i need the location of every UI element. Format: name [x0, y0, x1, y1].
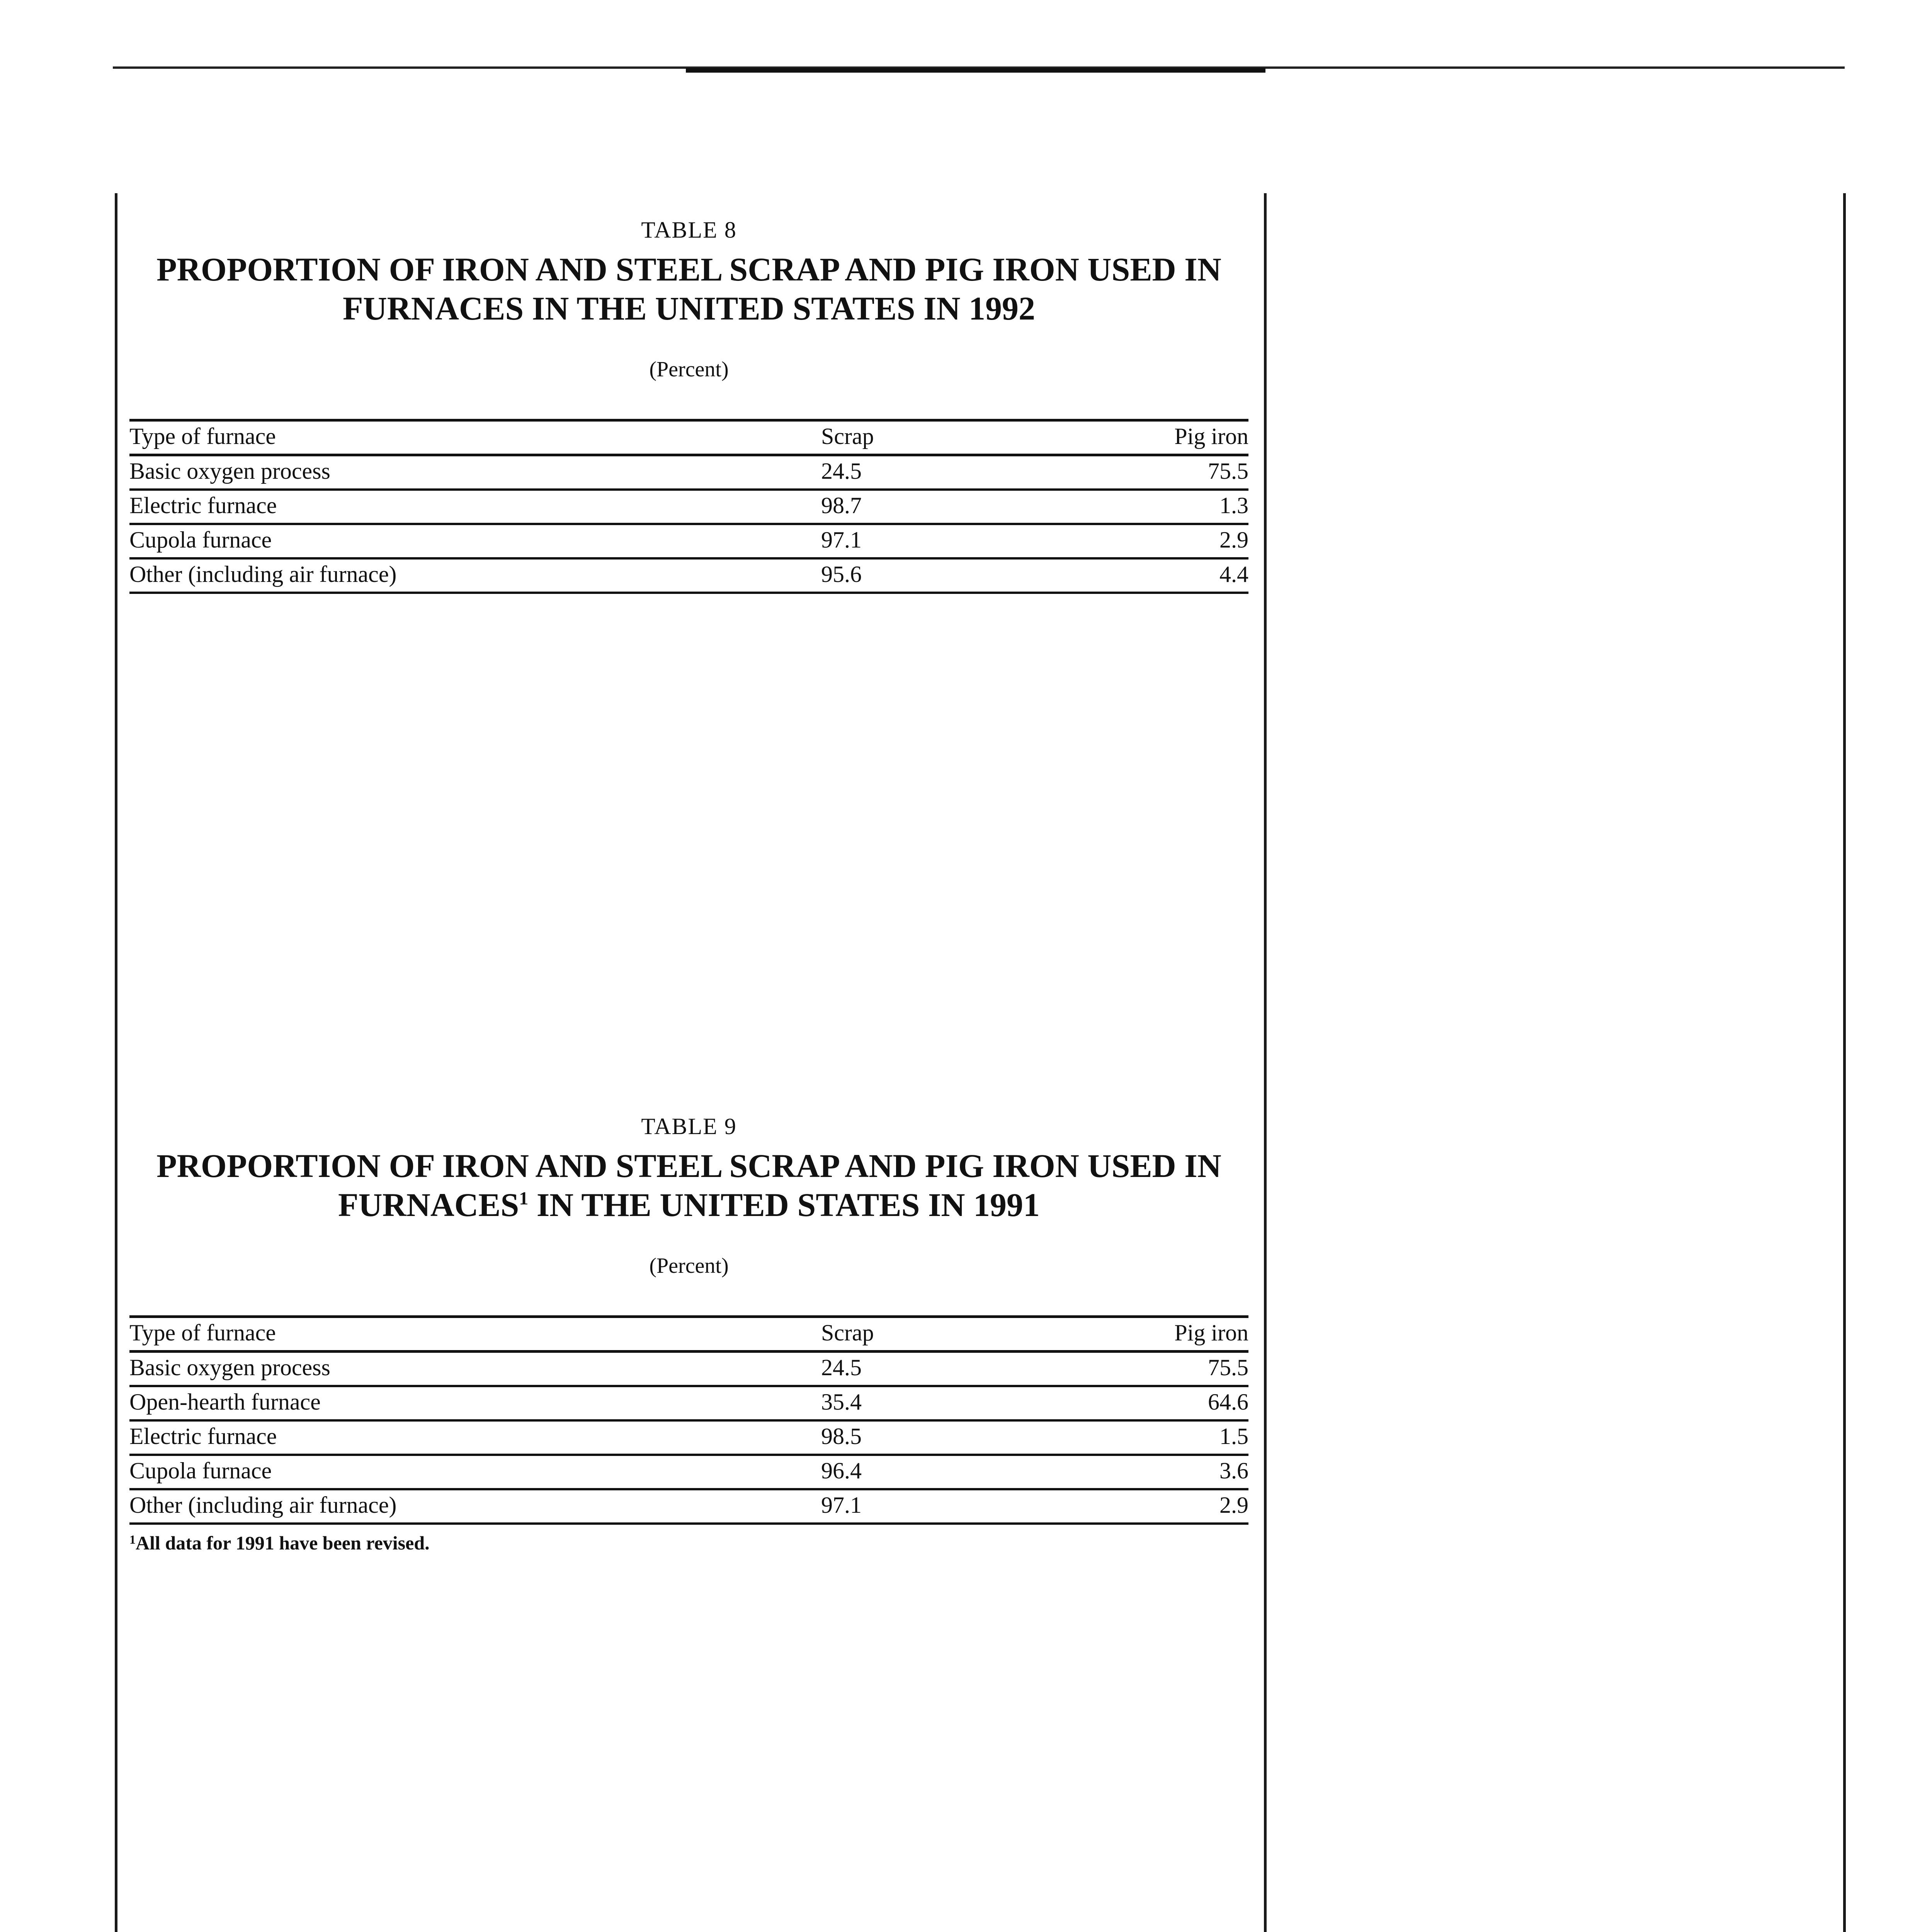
column-header-scrap: Scrap: [821, 420, 1072, 455]
table-number: TABLE 9: [641, 1114, 737, 1139]
cell-furnace-type: Electric furnace: [129, 490, 821, 524]
cell-pig-iron: 64.6: [1072, 1386, 1248, 1420]
table-row: [129, 1489, 1248, 1524]
cell-scrap: 98.5: [821, 1420, 1072, 1455]
cell-pig-iron: 75.5: [1072, 1351, 1248, 1386]
cell-furnace-type: Open-hearth furnace: [129, 1386, 821, 1420]
table-unit: (Percent): [649, 357, 729, 381]
cell-scrap: 95.6: [821, 558, 1072, 593]
column-rule-left: [115, 193, 117, 1932]
cell-scrap: 24.5: [821, 1351, 1072, 1386]
cell-pig-iron: 1.3: [1072, 490, 1248, 524]
table-row: [129, 1386, 1248, 1420]
table-title: [129, 1146, 1248, 1225]
cell-furnace-type: Basic oxygen process: [129, 1351, 821, 1386]
column-header-pig-iron: Pig iron: [1072, 420, 1248, 455]
table-title-line-1: PROPORTION OF IRON AND STEEL SCRAP AND PIG IRON USED IN: [156, 251, 1221, 288]
cell-pig-iron: 2.9: [1072, 524, 1248, 558]
cell-pig-iron: 4.4: [1072, 558, 1248, 593]
column-header-type: Type of furnace: [129, 420, 821, 455]
data-table: [129, 419, 1248, 594]
table-header-row: [129, 420, 1248, 455]
table-header-row: [129, 1316, 1248, 1351]
table-row: [129, 524, 1248, 558]
table-footnote: [129, 1533, 1248, 1553]
table-title-line-1: PROPORTION OF IRON AND STEEL SCRAP AND PIG IRON USED IN: [156, 1147, 1221, 1184]
data-table: [129, 1315, 1248, 1525]
table-9: [129, 1115, 1248, 1553]
title-segment: IN THE UNITED STATES IN 1991: [528, 1186, 1040, 1224]
column-header-type: Type of furnace: [129, 1316, 821, 1351]
table-number: TABLE 8: [641, 217, 737, 243]
footnote-marker: 1: [129, 1532, 136, 1546]
cell-pig-iron: 75.5: [1072, 455, 1248, 490]
table-unit: (Percent): [649, 1253, 729, 1278]
cell-furnace-type: Electric furnace: [129, 1420, 821, 1455]
cell-scrap: 35.4: [821, 1386, 1072, 1420]
footnote-text: All data for 1991 have been revised.: [136, 1532, 430, 1554]
cell-scrap: 96.4: [821, 1455, 1072, 1489]
cell-furnace-type: Other (including air furnace): [129, 1489, 821, 1524]
cell-scrap: 97.1: [821, 1489, 1072, 1524]
table-row: [129, 490, 1248, 524]
cell-pig-iron: 1.5: [1072, 1420, 1248, 1455]
cell-furnace-type: Basic oxygen process: [129, 455, 821, 490]
cell-furnace-type: Cupola furnace: [129, 524, 821, 558]
table-row: [129, 1455, 1248, 1489]
table-title-line-2: [129, 1185, 1248, 1225]
table-row: [129, 1351, 1248, 1386]
table-title-line-2: FURNACES IN THE UNITED STATES IN 1992: [342, 290, 1036, 327]
table-row: [129, 455, 1248, 490]
table-title: [129, 250, 1248, 328]
title-segment: FURNACES: [338, 1186, 519, 1224]
top-rule-accent: [686, 68, 1265, 73]
cell-furnace-type: Cupola furnace: [129, 1455, 821, 1489]
cell-furnace-type: Other (including air furnace): [129, 558, 821, 593]
column-header-pig-iron: Pig iron: [1072, 1316, 1248, 1351]
column-rule-right: [1843, 193, 1846, 1932]
column-rule-middle: [1264, 193, 1267, 1932]
cell-scrap: 98.7: [821, 490, 1072, 524]
table-row: [129, 1420, 1248, 1455]
cell-scrap: 24.5: [821, 455, 1072, 490]
column-header-scrap: Scrap: [821, 1316, 1072, 1351]
table-row: [129, 558, 1248, 593]
cell-pig-iron: 2.9: [1072, 1489, 1248, 1524]
cell-scrap: 97.1: [821, 524, 1072, 558]
table-8: [129, 218, 1248, 594]
cell-pig-iron: 3.6: [1072, 1455, 1248, 1489]
footnote-marker: 1: [519, 1188, 529, 1209]
